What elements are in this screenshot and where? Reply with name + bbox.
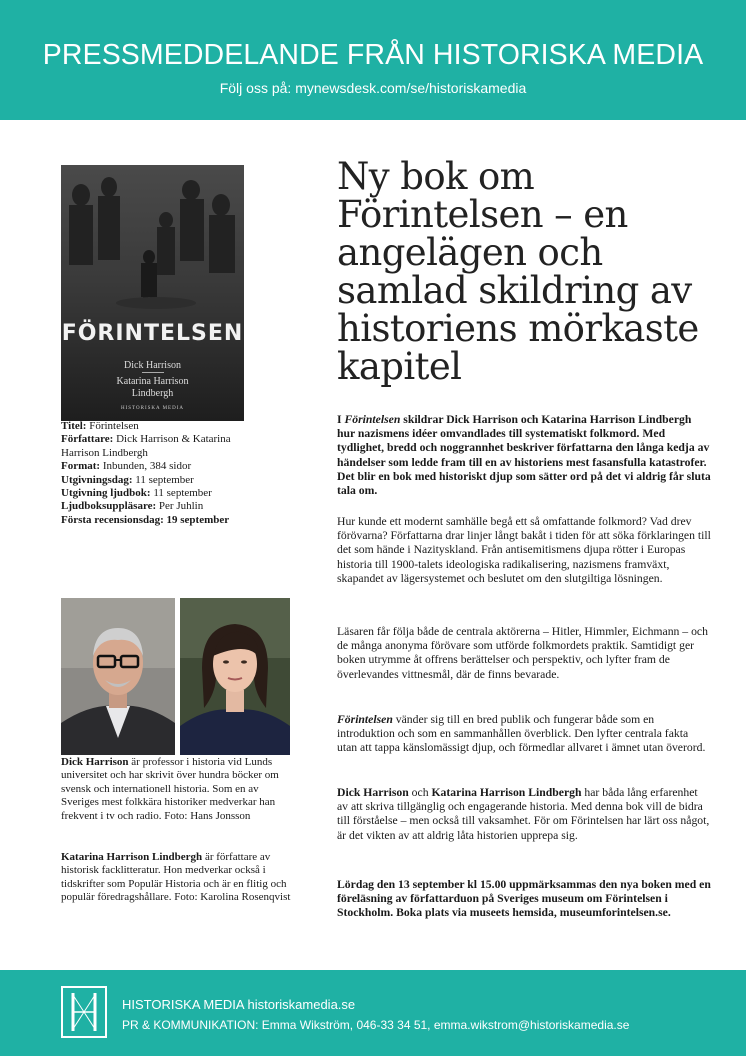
follow-link[interactable]: Följ oss på: mynewsdesk.com/se/historiskamedia [219, 80, 527, 96]
cover-author-2-line-1: Katarina Harrison [116, 376, 189, 387]
detail-row [61, 514, 261, 527]
portrait-icon [180, 598, 290, 755]
body-paragraph [337, 515, 711, 586]
press-title: PRESSMEDDELANDE FRÅN HISTORISKA MEDIA [42, 39, 704, 71]
press-footer [0, 970, 746, 1056]
book-details [61, 420, 261, 527]
detail-value: Dick Harrison & Katarina Harrison Lindbergh [61, 433, 231, 459]
bio-name: Katarina Harrison Lindbergh [61, 851, 203, 863]
detail-label: Format: [61, 460, 101, 473]
cover-publisher: HISTORISKA MEDIA [121, 406, 184, 411]
cover-author-2 [61, 376, 244, 400]
book-title-italic: Förintelsen [337, 713, 393, 726]
event-text: Lördag den 13 september kl 15.00 uppmärksammas den nya boken med en föreläsning av författarduon på Sveriges museum om Förintelsen i Stockholm. Boka plats via museets hemsida, museumforintelsen.se. [337, 878, 711, 920]
bio-text: är professor i historia vid Lunds universitet och har skrivit över hundra böcker om svensk och internationell historia. Som en av Sveriges mest folkkära historiker medverkar han frekvent i tv och radio. Foto: Hans Jonsson [61, 756, 279, 822]
detail-value: 11 september [150, 487, 212, 500]
detail-row [61, 433, 261, 460]
detail-label: Författare: [61, 433, 114, 446]
paragraph-text: vänder sig till en bred publik och fungerar både som en introduktion och som en sammanhållen överblick. Den lyfter centrala fakta utan att tappa känslomässigt djup, och förmedlar allvaret i ämnet utan överord. [337, 713, 706, 755]
cover-title: FÖRINTELSEN [61, 321, 244, 346]
paragraph-text: har båda lång erfarenhet av att skriva tillgänglig och engagerande historia. Med denna bok vill de bidra till förståelse – men också till vaksamhet. För om Förintelsen har lärt oss något, är det vikten av att aldrig låta historien upprepa sig. [337, 786, 710, 842]
detail-value: Förintelsen [86, 420, 139, 432]
author-name: Katarina Harrison Lindbergh [431, 786, 582, 799]
cover-divider [142, 372, 164, 373]
detail-row [61, 487, 261, 500]
event-paragraph [337, 878, 711, 921]
intro-paragraph [337, 413, 711, 498]
historiska-media-logo [61, 986, 107, 1038]
detail-value: 19 september [163, 513, 230, 526]
paragraph-text: och [408, 786, 432, 799]
headline: Ny bok om Förintelsen – en angelägen och samlad skildring av historiens mörkaste kapitel [337, 155, 699, 388]
detail-value: 11 september [132, 473, 194, 486]
paragraph-text: Läsaren får följa både de centrala aktörerna – Hitler, Himmler, Eichmann – och de många anonyma förövare som utförde folkmordets praktik. Samtidigt ger boken utrymme åt offrens berättelser och perspektiv, och lyfter fram de överlevandes vittnesmål, där de finns bevarade. [337, 625, 708, 681]
footer-brand-line [122, 997, 355, 1012]
body-paragraph [337, 786, 711, 843]
detail-value: Inbunden, 384 sidor [100, 460, 192, 473]
intro-text: I [337, 413, 345, 426]
detail-label: Första recensionsdag: [61, 513, 164, 526]
logo-h-icon [63, 988, 105, 1036]
cover-author-1: Dick Harrison [124, 360, 181, 371]
press-header [0, 0, 746, 120]
detail-row [61, 474, 261, 487]
bio-dick-harrison [61, 756, 291, 823]
detail-row [61, 460, 261, 473]
detail-row [61, 420, 261, 433]
detail-row [61, 500, 261, 513]
footer-brand: HISTORISKA MEDIA [122, 997, 244, 1012]
bio-katarina-harrison-lindbergh [61, 851, 291, 905]
intro-text: skildrar Dick Harrison och Katarina Harrison Lindbergh hur nazismens idéer omvandlades till systematiskt folkmord. Med tydlighet, bredd och noggrannhet beskriver författarna den långa kedja av händelser som ledde fram till en av historiens mest fasansfulla katastrofer. Det blir en bok med historiskt djup som sätter ord på det vi aldrig får sluta tala om. [337, 413, 711, 498]
bio-text: är författare av historisk facklitteratur. Hon medverkar också i tidskrifter som Populär Historia och är en flitig och populär föredragshållare. Foto: Karolina Rosenqvist [61, 851, 291, 904]
cover-author-2-line-2: Lindbergh [131, 388, 174, 399]
author-photo-katarina-harrison-lindbergh [180, 598, 290, 755]
portrait-icon [61, 598, 175, 755]
bio-name: Dick Harrison [61, 756, 129, 768]
author-name: Dick Harrison [337, 786, 409, 799]
detail-label: Titel: [61, 420, 87, 432]
detail-label: Utgivningsdag: [61, 473, 133, 486]
paragraph-text: Hur kunde ett modernt samhälle begå ett så omfattande folkmord? Vad drev förövarna? Författarna drar linjer långt bakåt i tiden för att söka förklaringen till det som hände i Nazityskland. Från antisemitismens djupa rötter i Europas historia till 1900-talets ideologiska radikalisering, nazismens framväxt, skapandet av lägersystemet och beslutet om den slutgiltiga lösningen. [337, 515, 711, 585]
body-paragraph [337, 713, 711, 756]
detail-label: Utgivning ljudbok: [61, 487, 151, 500]
body-paragraph [337, 625, 711, 682]
footer-website-link[interactable]: historiskamedia.se [247, 997, 356, 1012]
detail-value: Per Juhlin [156, 500, 204, 513]
book-cover [61, 165, 244, 421]
author-photo-dick-harrison [61, 598, 175, 755]
book-title-italic: Förintelsen [344, 413, 401, 426]
footer-contact[interactable]: PR & KOMMUNIKATION: Emma Wikström, 046-33 34 51, emma.wikstrom@historiskamedia.se [122, 1018, 630, 1032]
detail-label: Ljudboksuppläsare: [61, 500, 157, 513]
